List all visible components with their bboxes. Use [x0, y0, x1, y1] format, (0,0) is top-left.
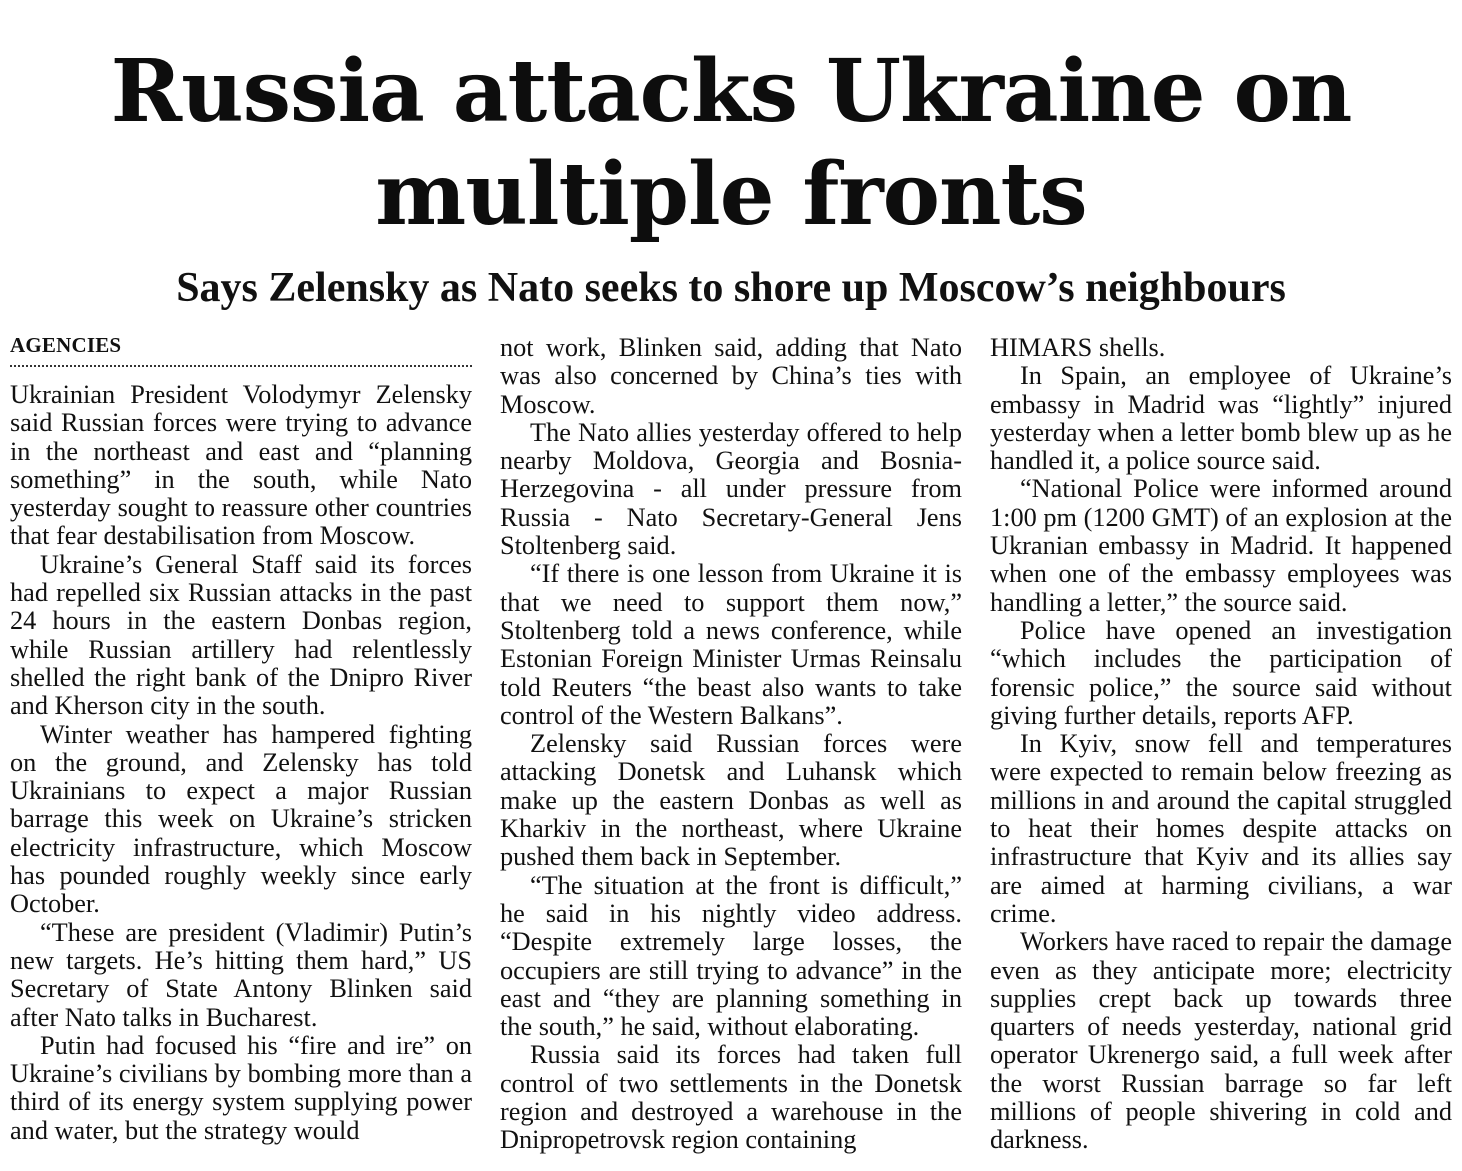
paragraph: The Nato allies yesterday offered to help nearby Moldova, Georgia and Bosnia-Herzegovina - all under pressure from Russia - Nato Secretary-General Jens Stoltenberg said. [500, 417, 962, 561]
article-column-1 [10, 333, 472, 1145]
paragraph: In Spain, an employee of Ukraine’s embassy in Madrid was “lightly” injured yesterday when a letter bomb blew up as he handled it, a police source said. [990, 361, 1452, 476]
paragraph: “National Police were informed around 1:00 pm (1200 GMT) of an explosion at the Ukranian embassy in Madrid. It happened when one of the embassy employees was handling a letter,” the source said. [990, 474, 1452, 617]
paragraph: “If there is one lesson from Ukraine it is that we need to support them now,” Stoltenberg told a news conference, while Estonian Foreign Minister Urmas Reinsalu told Reuters “the beast also wants to take control of the Western Balkans”. [500, 559, 962, 730]
byline: AGENCIES [10, 333, 472, 367]
subheadline: Says Zelensky as Nato seeks to shore up Moscow’s neighbours [176, 265, 1286, 311]
headline: Russia attacks Ukraine on multiple fronts [110, 41, 1352, 245]
paragraph: HIMARS shells. [990, 333, 1166, 362]
article-column-2 [500, 333, 962, 1155]
paragraph: Zelensky said Russian forces were attacking Donetsk and Luhansk which make up the eastern Donbas as well as Kharkiv in the northeast, where Ukraine pushed them back in September. [500, 729, 962, 872]
paragraph: “The situation at the front is difficult,” he said in his nightly video address. “Despite extremely large losses, the occupiers are still trying to advance” in the east and “they are planning something in the south,” he said, without elaborating. [500, 870, 962, 1042]
paragraph: “These are president (Vladimir) Putin’s new targets. He’s hitting them hard,” US Secretary of State Antony Blinken said after Nato talks in Bucharest. [10, 917, 472, 1032]
paragraph: Ukrainian President Volodymyr Zelensky said Russian forces were trying to advance in the northeast and east and “planning something” in the south, while Nato yesterday sought to reassure other countries that fear destabilisation from Moscow. [10, 380, 472, 551]
paragraph: Workers have raced to repair the damage even as they anticipate more; electricity supplies crept back up towards three quarters of needs yesterday, national grid operator Ukrenergo said, a full week after the worst Russian barrage so far left millions of people shivering in cold and darkness. [990, 927, 1452, 1155]
paragraph: Russia said its forces had taken full control of two settlements in the Donetsk region and destroyed a warehouse in the Dnipropetrovsk region containing [500, 1040, 962, 1155]
paragraph: Winter weather has hampered fighting on the ground, and Zelensky has told Ukrainians to expect a major Russian barrage this week on Ukraine’s stricken electricity infrastructure, which Moscow has pounded roughly weekly since early October. [10, 719, 472, 919]
paragraph: Putin had focused his “fire and ire” on Ukraine’s civilians by bombing more than a third of its energy system supplying power and water, but the strategy would [10, 1030, 472, 1145]
paragraph: not work, Blinken said, adding that Nato was also concerned by China’s ties with Moscow. [500, 333, 962, 419]
article-column-3 [990, 333, 1452, 1155]
paragraph: In Kyiv, snow fell and temperatures were expected to remain below freezing as millions in and around the capital struggled to heat their homes despite attacks on infrastructure that Kyiv and its allies say are aimed at harming civilians, a war crime. [990, 729, 1452, 928]
paragraph: Ukraine’s General Staff said its forces had repelled six Russian attacks in the past 24 hours in the eastern Donbas region, while Russian artillery had relentlessly shelled the right bank of the Dnipro River and Kherson city in the south. [10, 549, 472, 721]
paragraph: Police have opened an investigation “which includes the participation of forensic police,” the source said without giving further details, reports AFP. [990, 615, 1452, 730]
